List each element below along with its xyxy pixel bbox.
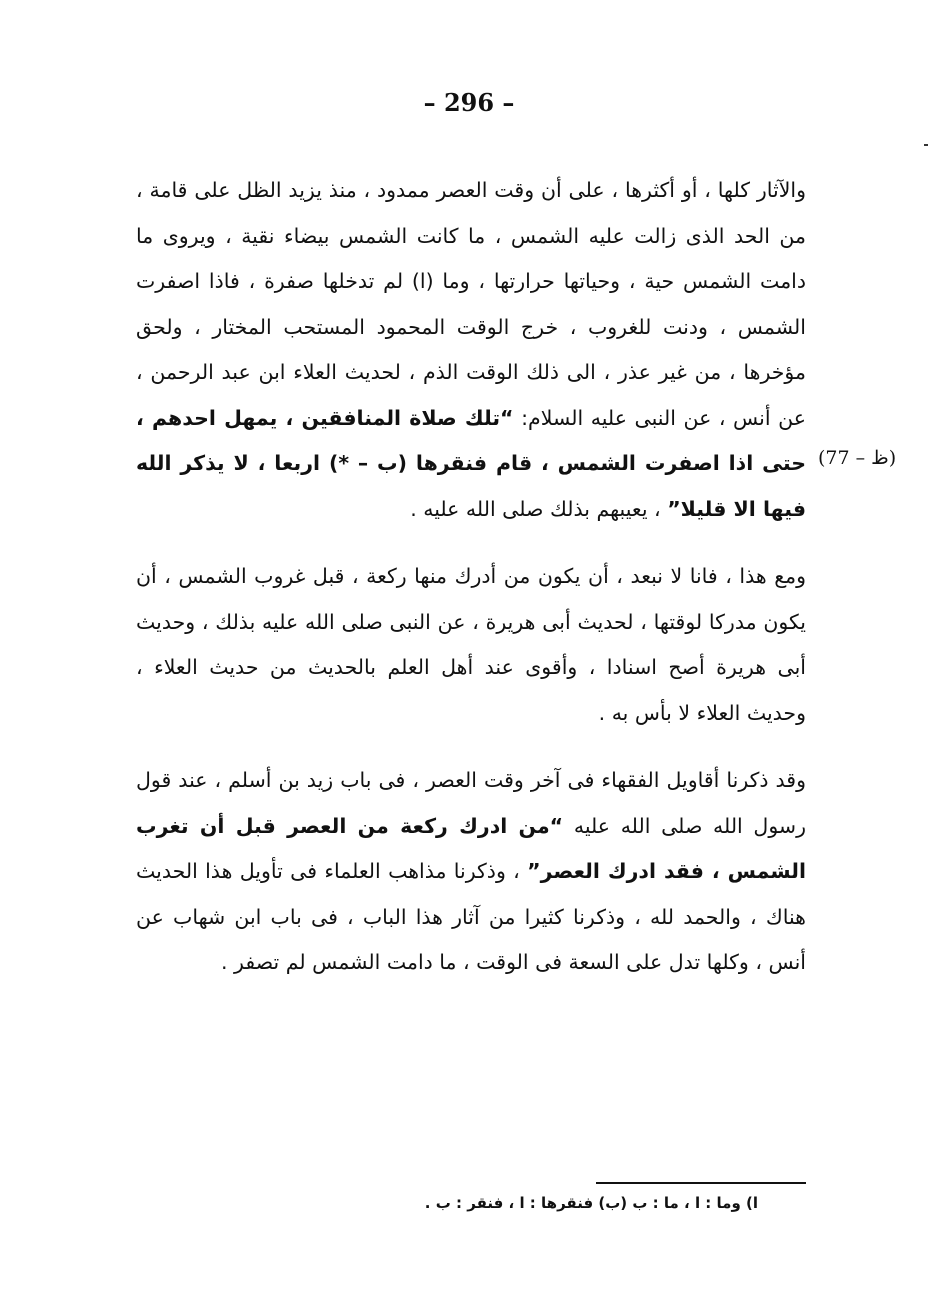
paragraph-1 xyxy=(136,168,806,532)
edge-mark xyxy=(924,144,928,146)
paragraph-2 xyxy=(136,554,806,736)
paragraph-1-text: والآثار كلها ، أو أكثرها ، على أن وقت العصر ممدود ، منذ يزيد الظل على قامة ، من الحد الذى زالت عليه الشمس ، ما كانت الشمس بيضاء نقية ، ويروى ما دامت الشمس حية ، وحياتها حرارتها ، وما (ا) لم تدخلها صفرة ، فاذا اصفرت الشمس ، ودنت للغروب ، خرج الوقت المحمود المستحب المختار ، ولحق مؤخرها ، من غير عذر ، الى ذلك الوقت الذم ، لحديث العلاء ابن عبد الرحمن ، عن أنس ، عن النبى عليه السلام: xyxy=(136,178,806,430)
paragraph-1-closing: ، يعيبهم بذلك صلى الله عليه . xyxy=(410,496,661,521)
margin-folio-note: (77 – ظ) xyxy=(818,447,897,469)
page-number: – 296 – xyxy=(423,88,515,117)
paragraph-3-closing: ، وذكرنا مذاهب العلماء فى تأويل هذا الحديث هناك ، والحمد لله ، وذكرنا كثيرا من آثار هذا الباب ، فى باب ابن شهاب عن أنس ، وكلها تدل على السعة فى الوقت ، ما دامت الشمس لم تصفر . xyxy=(136,859,806,974)
hadith-quote: “تلك صلاة المنافقين ، يمهل احدهم ، حتى اذا اصفرت الشمس ، قام فنقرها (ب – *) اربعا ، لا يذكر الله فيها الا قليلا” xyxy=(136,405,806,521)
paragraph-3 xyxy=(136,758,806,986)
footnote-separator xyxy=(596,1182,806,1184)
footnote: ا) وما : ا ، ما : ب (ب) فنقرها : ا ، فنقر : ب . xyxy=(424,1194,758,1212)
paragraph-3-text: وقد ذكرنا أقاويل الفقهاء فى آخر وقت العصر ، فى باب زيد بن أسلم ، عند قول رسول الله صلى الله عليه xyxy=(136,768,806,838)
paragraph-2-text: ومع هذا ، فانا لا نبعد ، أن يكون من أدرك منها ركعة ، قبل غروب الشمس ، أن يكون مدركا لوقتها ، لحديث أبى هريرة ، عن النبى صلى الله عليه بذلك ، وحديث أبى هريرة أصح اسنادا ، وأقوى عند أهل العلم بالحديث من حديث العلاء ، وحديث العلاء لا بأس به . xyxy=(136,564,806,725)
hadith-quote: “من ادرك ركعة من العصر قبل أن تغرب الشمس ، فقد ادرك العصر” xyxy=(136,813,806,883)
